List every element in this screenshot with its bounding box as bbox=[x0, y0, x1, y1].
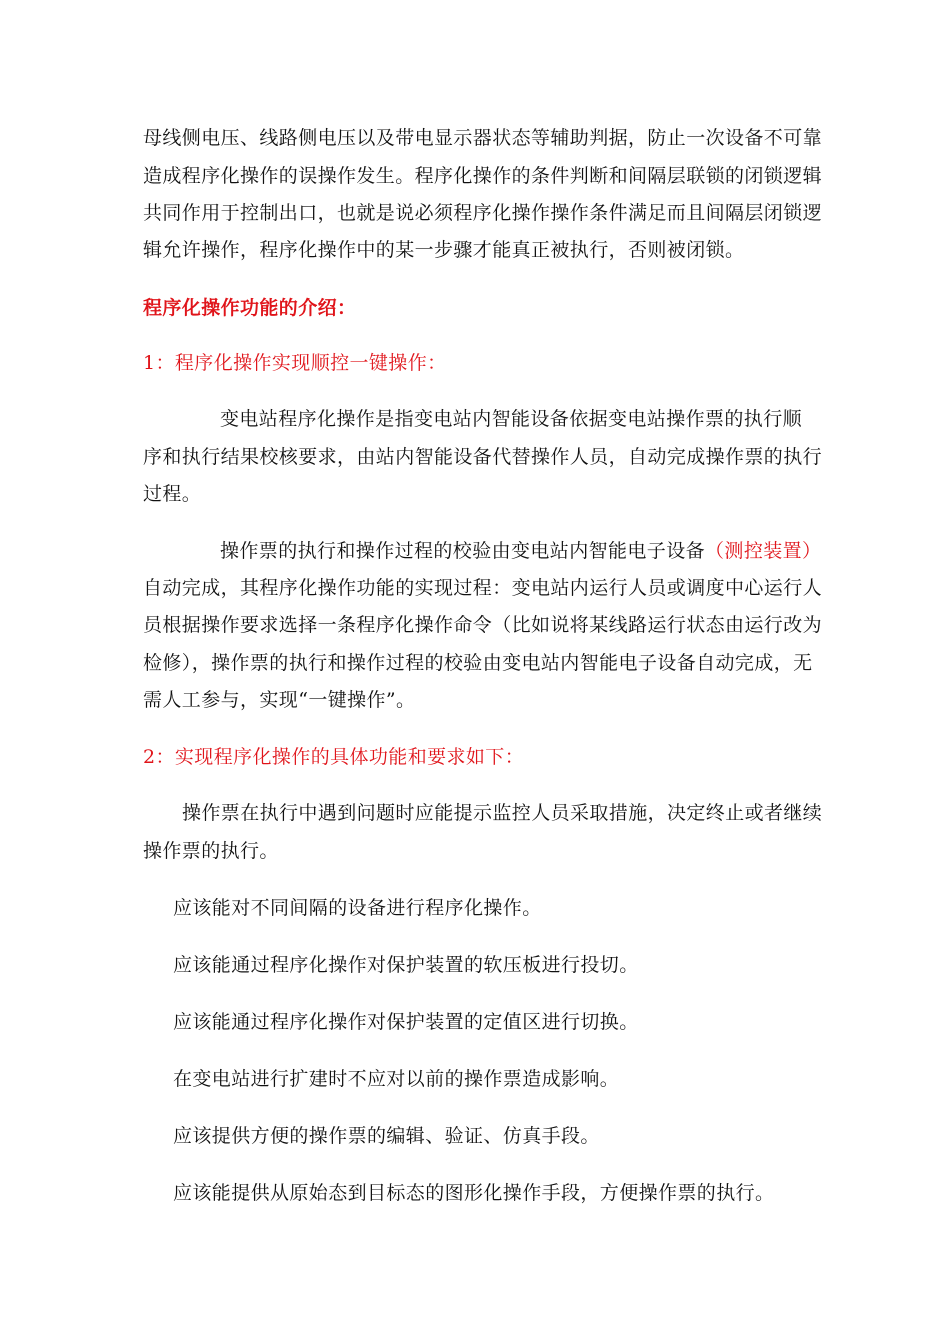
section2-heading: 2：实现程序化操作的具体功能和要求如下： bbox=[143, 746, 525, 768]
intro-line-3: 共同作用于控制出口，也就是说必须程序化操作操作条件满足而且间隔层闭锁逻 bbox=[143, 202, 823, 224]
measurement-device-highlight: （测控装置） bbox=[705, 540, 822, 562]
section-title: 程序化操作功能的介绍： bbox=[143, 297, 357, 319]
section1-para2-line-2: 自动完成，其程序化操作功能的实现过程：变电站内运行人员或调度中心运行人 bbox=[143, 577, 823, 599]
section1-para2-prefix: 操作票的执行和操作过程的校验由变电站内智能电子设备 bbox=[220, 540, 706, 562]
section1-heading: 1：程序化操作实现顺控一键操作： bbox=[143, 352, 447, 374]
section1-para1-line-1: 变电站程序化操作是指变电站内智能设备依据变电站操作票的执行顺 bbox=[220, 408, 803, 430]
intro-line-2: 造成程序化操作的误操作发生。程序化操作的条件判断和间隔层联锁的闭锁逻辑 bbox=[143, 165, 823, 187]
intro-line-4: 辑允许操作，程序化操作中的某一步骤才能真正被执行，否则被闭锁。 bbox=[143, 239, 745, 261]
list-item: 应该能通过程序化操作对保护装置的定值区进行切换。 bbox=[173, 1011, 639, 1033]
section2-para-line-1: 操作票在执行中遇到问题时应能提示监控人员采取措施，决定终止或者继续 bbox=[182, 802, 823, 824]
section1-para1-line-2: 序和执行结果校核要求，由站内智能设备代替操作人员，自动完成操作票的执行 bbox=[143, 446, 823, 468]
list-item: 应该能提供从原始态到目标态的图形化操作手段，方便操作票的执行。 bbox=[173, 1182, 775, 1204]
list-item: 应该能通过程序化操作对保护装置的软压板进行投切。 bbox=[173, 954, 639, 976]
intro-line-1: 母线侧电压、线路侧电压以及带电显示器状态等辅助判据，防止一次设备不可靠 bbox=[143, 127, 823, 149]
list-item: 应该提供方便的操作票的编辑、验证、仿真手段。 bbox=[173, 1125, 600, 1147]
section1-para2-line-4: 检修），操作票的执行和操作过程的校验由变电站内智能电子设备自动完成，无 bbox=[143, 652, 813, 674]
list-item: 在变电站进行扩建时不应对以前的操作票造成影响。 bbox=[173, 1068, 620, 1090]
section2-para-line-2: 操作票的执行。 bbox=[143, 840, 279, 862]
section1-para2-line-1 bbox=[220, 539, 821, 563]
section1-para2-line-3: 员根据操作要求选择一条程序化操作命令（比如说将某线路运行状态由运行改为 bbox=[143, 614, 823, 636]
list-item: 应该能对不同间隔的设备进行程序化操作。 bbox=[173, 897, 542, 919]
section1-para2-line-5: 需人工参与，实现“一键操作”。 bbox=[143, 689, 416, 711]
section1-para1-line-3: 过程。 bbox=[143, 483, 202, 505]
